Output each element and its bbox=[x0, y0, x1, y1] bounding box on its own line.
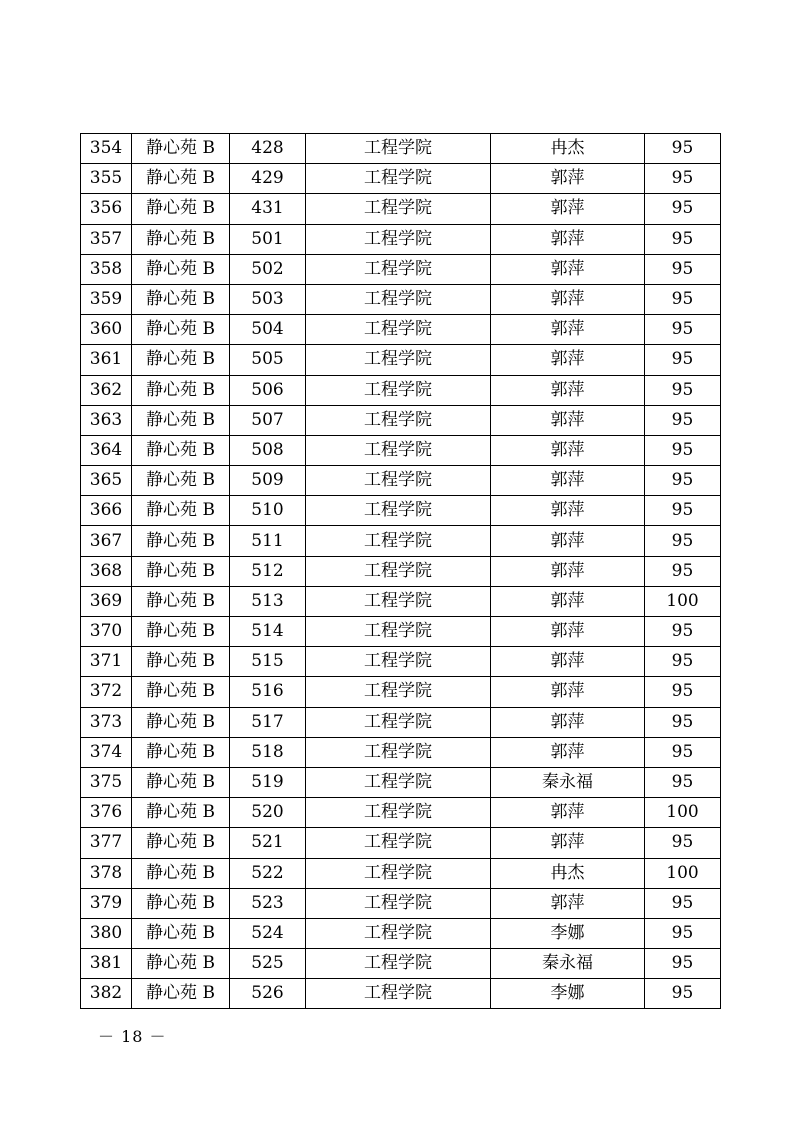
room-number-cell: 502 bbox=[230, 254, 306, 284]
building-cell: 静心苑 B bbox=[132, 617, 230, 647]
building-cell: 静心苑 B bbox=[132, 858, 230, 888]
room-number-cell: 518 bbox=[230, 737, 306, 767]
college-cell: 工程学院 bbox=[306, 707, 491, 737]
inspector-name-cell: 郭萍 bbox=[491, 707, 645, 737]
row-number-cell: 378 bbox=[81, 858, 132, 888]
table-row bbox=[81, 466, 721, 496]
college-cell: 工程学院 bbox=[306, 224, 491, 254]
score-cell: 95 bbox=[645, 918, 721, 948]
score-cell: 95 bbox=[645, 556, 721, 586]
table-row bbox=[81, 526, 721, 556]
score-cell: 95 bbox=[645, 405, 721, 435]
building-cell: 静心苑 B bbox=[132, 164, 230, 194]
college-cell: 工程学院 bbox=[306, 526, 491, 556]
building-cell: 静心苑 B bbox=[132, 315, 230, 345]
building-cell: 静心苑 B bbox=[132, 556, 230, 586]
row-number-cell: 354 bbox=[81, 134, 132, 164]
building-cell: 静心苑 B bbox=[132, 435, 230, 465]
row-number-cell: 381 bbox=[81, 949, 132, 979]
room-number-cell: 511 bbox=[230, 526, 306, 556]
building-cell: 静心苑 B bbox=[132, 737, 230, 767]
table-row bbox=[81, 224, 721, 254]
table-row bbox=[81, 707, 721, 737]
building-cell: 静心苑 B bbox=[132, 194, 230, 224]
room-number-cell: 526 bbox=[230, 979, 306, 1009]
building-cell: 静心苑 B bbox=[132, 888, 230, 918]
score-cell: 95 bbox=[645, 435, 721, 465]
row-number-cell: 368 bbox=[81, 556, 132, 586]
college-cell: 工程学院 bbox=[306, 435, 491, 465]
inspector-name-cell: 秦永福 bbox=[491, 949, 645, 979]
room-number-cell: 431 bbox=[230, 194, 306, 224]
table-row bbox=[81, 979, 721, 1009]
room-number-cell: 515 bbox=[230, 647, 306, 677]
room-number-cell: 429 bbox=[230, 164, 306, 194]
college-cell: 工程学院 bbox=[306, 254, 491, 284]
room-number-cell: 505 bbox=[230, 345, 306, 375]
inspector-name-cell: 冉杰 bbox=[491, 134, 645, 164]
table-row bbox=[81, 134, 721, 164]
room-number-cell: 508 bbox=[230, 435, 306, 465]
row-number-cell: 380 bbox=[81, 918, 132, 948]
table-body bbox=[81, 134, 721, 1009]
row-number-cell: 355 bbox=[81, 164, 132, 194]
room-number-cell: 507 bbox=[230, 405, 306, 435]
college-cell: 工程学院 bbox=[306, 164, 491, 194]
table-row bbox=[81, 677, 721, 707]
inspector-name-cell: 郭萍 bbox=[491, 617, 645, 647]
table-row bbox=[81, 194, 721, 224]
inspector-name-cell: 郭萍 bbox=[491, 405, 645, 435]
inspector-name-cell: 郭萍 bbox=[491, 466, 645, 496]
inspector-name-cell: 郭萍 bbox=[491, 435, 645, 465]
inspector-name-cell: 郭萍 bbox=[491, 375, 645, 405]
room-number-cell: 510 bbox=[230, 496, 306, 526]
inspector-name-cell: 郭萍 bbox=[491, 194, 645, 224]
building-cell: 静心苑 B bbox=[132, 798, 230, 828]
inspector-name-cell: 秦永福 bbox=[491, 767, 645, 797]
score-cell: 95 bbox=[645, 737, 721, 767]
row-number-cell: 359 bbox=[81, 284, 132, 314]
inspector-name-cell: 冉杰 bbox=[491, 858, 645, 888]
row-number-cell: 357 bbox=[81, 224, 132, 254]
score-cell: 95 bbox=[645, 224, 721, 254]
college-cell: 工程学院 bbox=[306, 888, 491, 918]
college-cell: 工程学院 bbox=[306, 284, 491, 314]
college-cell: 工程学院 bbox=[306, 586, 491, 616]
row-number-cell: 365 bbox=[81, 466, 132, 496]
score-cell: 95 bbox=[645, 496, 721, 526]
table-row bbox=[81, 617, 721, 647]
score-cell: 95 bbox=[645, 767, 721, 797]
college-cell: 工程学院 bbox=[306, 315, 491, 345]
college-cell: 工程学院 bbox=[306, 617, 491, 647]
score-cell: 95 bbox=[645, 466, 721, 496]
room-number-cell: 512 bbox=[230, 556, 306, 586]
score-cell: 100 bbox=[645, 798, 721, 828]
score-cell: 95 bbox=[645, 134, 721, 164]
room-number-cell: 501 bbox=[230, 224, 306, 254]
row-number-cell: 358 bbox=[81, 254, 132, 284]
inspector-name-cell: 郭萍 bbox=[491, 284, 645, 314]
inspector-name-cell: 郭萍 bbox=[491, 254, 645, 284]
building-cell: 静心苑 B bbox=[132, 677, 230, 707]
building-cell: 静心苑 B bbox=[132, 647, 230, 677]
table-row bbox=[81, 888, 721, 918]
row-number-cell: 377 bbox=[81, 828, 132, 858]
college-cell: 工程学院 bbox=[306, 496, 491, 526]
score-cell: 95 bbox=[645, 828, 721, 858]
college-cell: 工程学院 bbox=[306, 556, 491, 586]
room-number-cell: 522 bbox=[230, 858, 306, 888]
row-number-cell: 363 bbox=[81, 405, 132, 435]
building-cell: 静心苑 B bbox=[132, 586, 230, 616]
building-cell: 静心苑 B bbox=[132, 707, 230, 737]
room-number-cell: 513 bbox=[230, 586, 306, 616]
room-number-cell: 523 bbox=[230, 888, 306, 918]
table-row bbox=[81, 284, 721, 314]
row-number-cell: 367 bbox=[81, 526, 132, 556]
row-number-cell: 369 bbox=[81, 586, 132, 616]
inspector-name-cell: 郭萍 bbox=[491, 677, 645, 707]
inspector-name-cell: 郭萍 bbox=[491, 647, 645, 677]
building-cell: 静心苑 B bbox=[132, 405, 230, 435]
inspector-name-cell: 郭萍 bbox=[491, 224, 645, 254]
building-cell: 静心苑 B bbox=[132, 375, 230, 405]
score-cell: 100 bbox=[645, 586, 721, 616]
college-cell: 工程学院 bbox=[306, 466, 491, 496]
table-row bbox=[81, 375, 721, 405]
table-row bbox=[81, 164, 721, 194]
room-number-cell: 514 bbox=[230, 617, 306, 647]
row-number-cell: 370 bbox=[81, 617, 132, 647]
table-row bbox=[81, 767, 721, 797]
college-cell: 工程学院 bbox=[306, 767, 491, 797]
inspector-name-cell: 郭萍 bbox=[491, 526, 645, 556]
room-number-cell: 516 bbox=[230, 677, 306, 707]
row-number-cell: 374 bbox=[81, 737, 132, 767]
room-number-cell: 509 bbox=[230, 466, 306, 496]
score-cell: 95 bbox=[645, 888, 721, 918]
college-cell: 工程学院 bbox=[306, 647, 491, 677]
table-row bbox=[81, 435, 721, 465]
score-cell: 95 bbox=[645, 345, 721, 375]
score-cell: 95 bbox=[645, 949, 721, 979]
table-row bbox=[81, 828, 721, 858]
building-cell: 静心苑 B bbox=[132, 224, 230, 254]
row-number-cell: 362 bbox=[81, 375, 132, 405]
building-cell: 静心苑 B bbox=[132, 466, 230, 496]
score-cell: 95 bbox=[645, 284, 721, 314]
building-cell: 静心苑 B bbox=[132, 496, 230, 526]
row-number-cell: 366 bbox=[81, 496, 132, 526]
college-cell: 工程学院 bbox=[306, 677, 491, 707]
inspector-name-cell: 郭萍 bbox=[491, 164, 645, 194]
score-cell: 95 bbox=[645, 617, 721, 647]
inspector-name-cell: 李娜 bbox=[491, 979, 645, 1009]
college-cell: 工程学院 bbox=[306, 405, 491, 435]
room-number-cell: 525 bbox=[230, 949, 306, 979]
building-cell: 静心苑 B bbox=[132, 134, 230, 164]
inspector-name-cell: 郭萍 bbox=[491, 888, 645, 918]
score-cell: 95 bbox=[645, 315, 721, 345]
building-cell: 静心苑 B bbox=[132, 918, 230, 948]
row-number-cell: 382 bbox=[81, 979, 132, 1009]
room-number-cell: 506 bbox=[230, 375, 306, 405]
table-row bbox=[81, 647, 721, 677]
score-cell: 95 bbox=[645, 194, 721, 224]
college-cell: 工程学院 bbox=[306, 828, 491, 858]
row-number-cell: 364 bbox=[81, 435, 132, 465]
table-row bbox=[81, 737, 721, 767]
inspector-name-cell: 郭萍 bbox=[491, 315, 645, 345]
row-number-cell: 375 bbox=[81, 767, 132, 797]
table-row bbox=[81, 556, 721, 586]
college-cell: 工程学院 bbox=[306, 918, 491, 948]
score-cell: 95 bbox=[645, 254, 721, 284]
college-cell: 工程学院 bbox=[306, 798, 491, 828]
row-number-cell: 376 bbox=[81, 798, 132, 828]
building-cell: 静心苑 B bbox=[132, 828, 230, 858]
building-cell: 静心苑 B bbox=[132, 526, 230, 556]
table-row bbox=[81, 405, 721, 435]
building-cell: 静心苑 B bbox=[132, 254, 230, 284]
row-number-cell: 356 bbox=[81, 194, 132, 224]
college-cell: 工程学院 bbox=[306, 737, 491, 767]
college-cell: 工程学院 bbox=[306, 858, 491, 888]
college-cell: 工程学院 bbox=[306, 345, 491, 375]
inspector-name-cell: 李娜 bbox=[491, 918, 645, 948]
row-number-cell: 360 bbox=[81, 315, 132, 345]
score-cell: 95 bbox=[645, 164, 721, 194]
table-row bbox=[81, 254, 721, 284]
inspector-name-cell: 郭萍 bbox=[491, 556, 645, 586]
college-cell: 工程学院 bbox=[306, 949, 491, 979]
inspector-name-cell: 郭萍 bbox=[491, 737, 645, 767]
score-cell: 95 bbox=[645, 677, 721, 707]
room-number-cell: 504 bbox=[230, 315, 306, 345]
score-cell: 95 bbox=[645, 979, 721, 1009]
room-number-cell: 521 bbox=[230, 828, 306, 858]
table-row bbox=[81, 798, 721, 828]
table-row bbox=[81, 345, 721, 375]
table-row bbox=[81, 315, 721, 345]
row-number-cell: 371 bbox=[81, 647, 132, 677]
table-row bbox=[81, 858, 721, 888]
inspection-table bbox=[80, 133, 721, 1009]
score-cell: 95 bbox=[645, 375, 721, 405]
inspector-name-cell: 郭萍 bbox=[491, 345, 645, 375]
college-cell: 工程学院 bbox=[306, 194, 491, 224]
table-row bbox=[81, 918, 721, 948]
inspector-name-cell: 郭萍 bbox=[491, 798, 645, 828]
table-row bbox=[81, 949, 721, 979]
college-cell: 工程学院 bbox=[306, 134, 491, 164]
college-cell: 工程学院 bbox=[306, 375, 491, 405]
row-number-cell: 379 bbox=[81, 888, 132, 918]
building-cell: 静心苑 B bbox=[132, 979, 230, 1009]
room-number-cell: 524 bbox=[230, 918, 306, 948]
room-number-cell: 519 bbox=[230, 767, 306, 797]
table-row bbox=[81, 586, 721, 616]
inspector-name-cell: 郭萍 bbox=[491, 828, 645, 858]
room-number-cell: 503 bbox=[230, 284, 306, 314]
building-cell: 静心苑 B bbox=[132, 767, 230, 797]
inspector-name-cell: 郭萍 bbox=[491, 586, 645, 616]
building-cell: 静心苑 B bbox=[132, 949, 230, 979]
score-cell: 100 bbox=[645, 858, 721, 888]
row-number-cell: 361 bbox=[81, 345, 132, 375]
score-cell: 95 bbox=[645, 647, 721, 677]
building-cell: 静心苑 B bbox=[132, 284, 230, 314]
table-row bbox=[81, 496, 721, 526]
row-number-cell: 372 bbox=[81, 677, 132, 707]
score-cell: 95 bbox=[645, 526, 721, 556]
inspector-name-cell: 郭萍 bbox=[491, 496, 645, 526]
page-number: － 18 － bbox=[98, 1027, 167, 1046]
row-number-cell: 373 bbox=[81, 707, 132, 737]
score-cell: 95 bbox=[645, 707, 721, 737]
college-cell: 工程学院 bbox=[306, 979, 491, 1009]
room-number-cell: 517 bbox=[230, 707, 306, 737]
building-cell: 静心苑 B bbox=[132, 345, 230, 375]
room-number-cell: 520 bbox=[230, 798, 306, 828]
room-number-cell: 428 bbox=[230, 134, 306, 164]
